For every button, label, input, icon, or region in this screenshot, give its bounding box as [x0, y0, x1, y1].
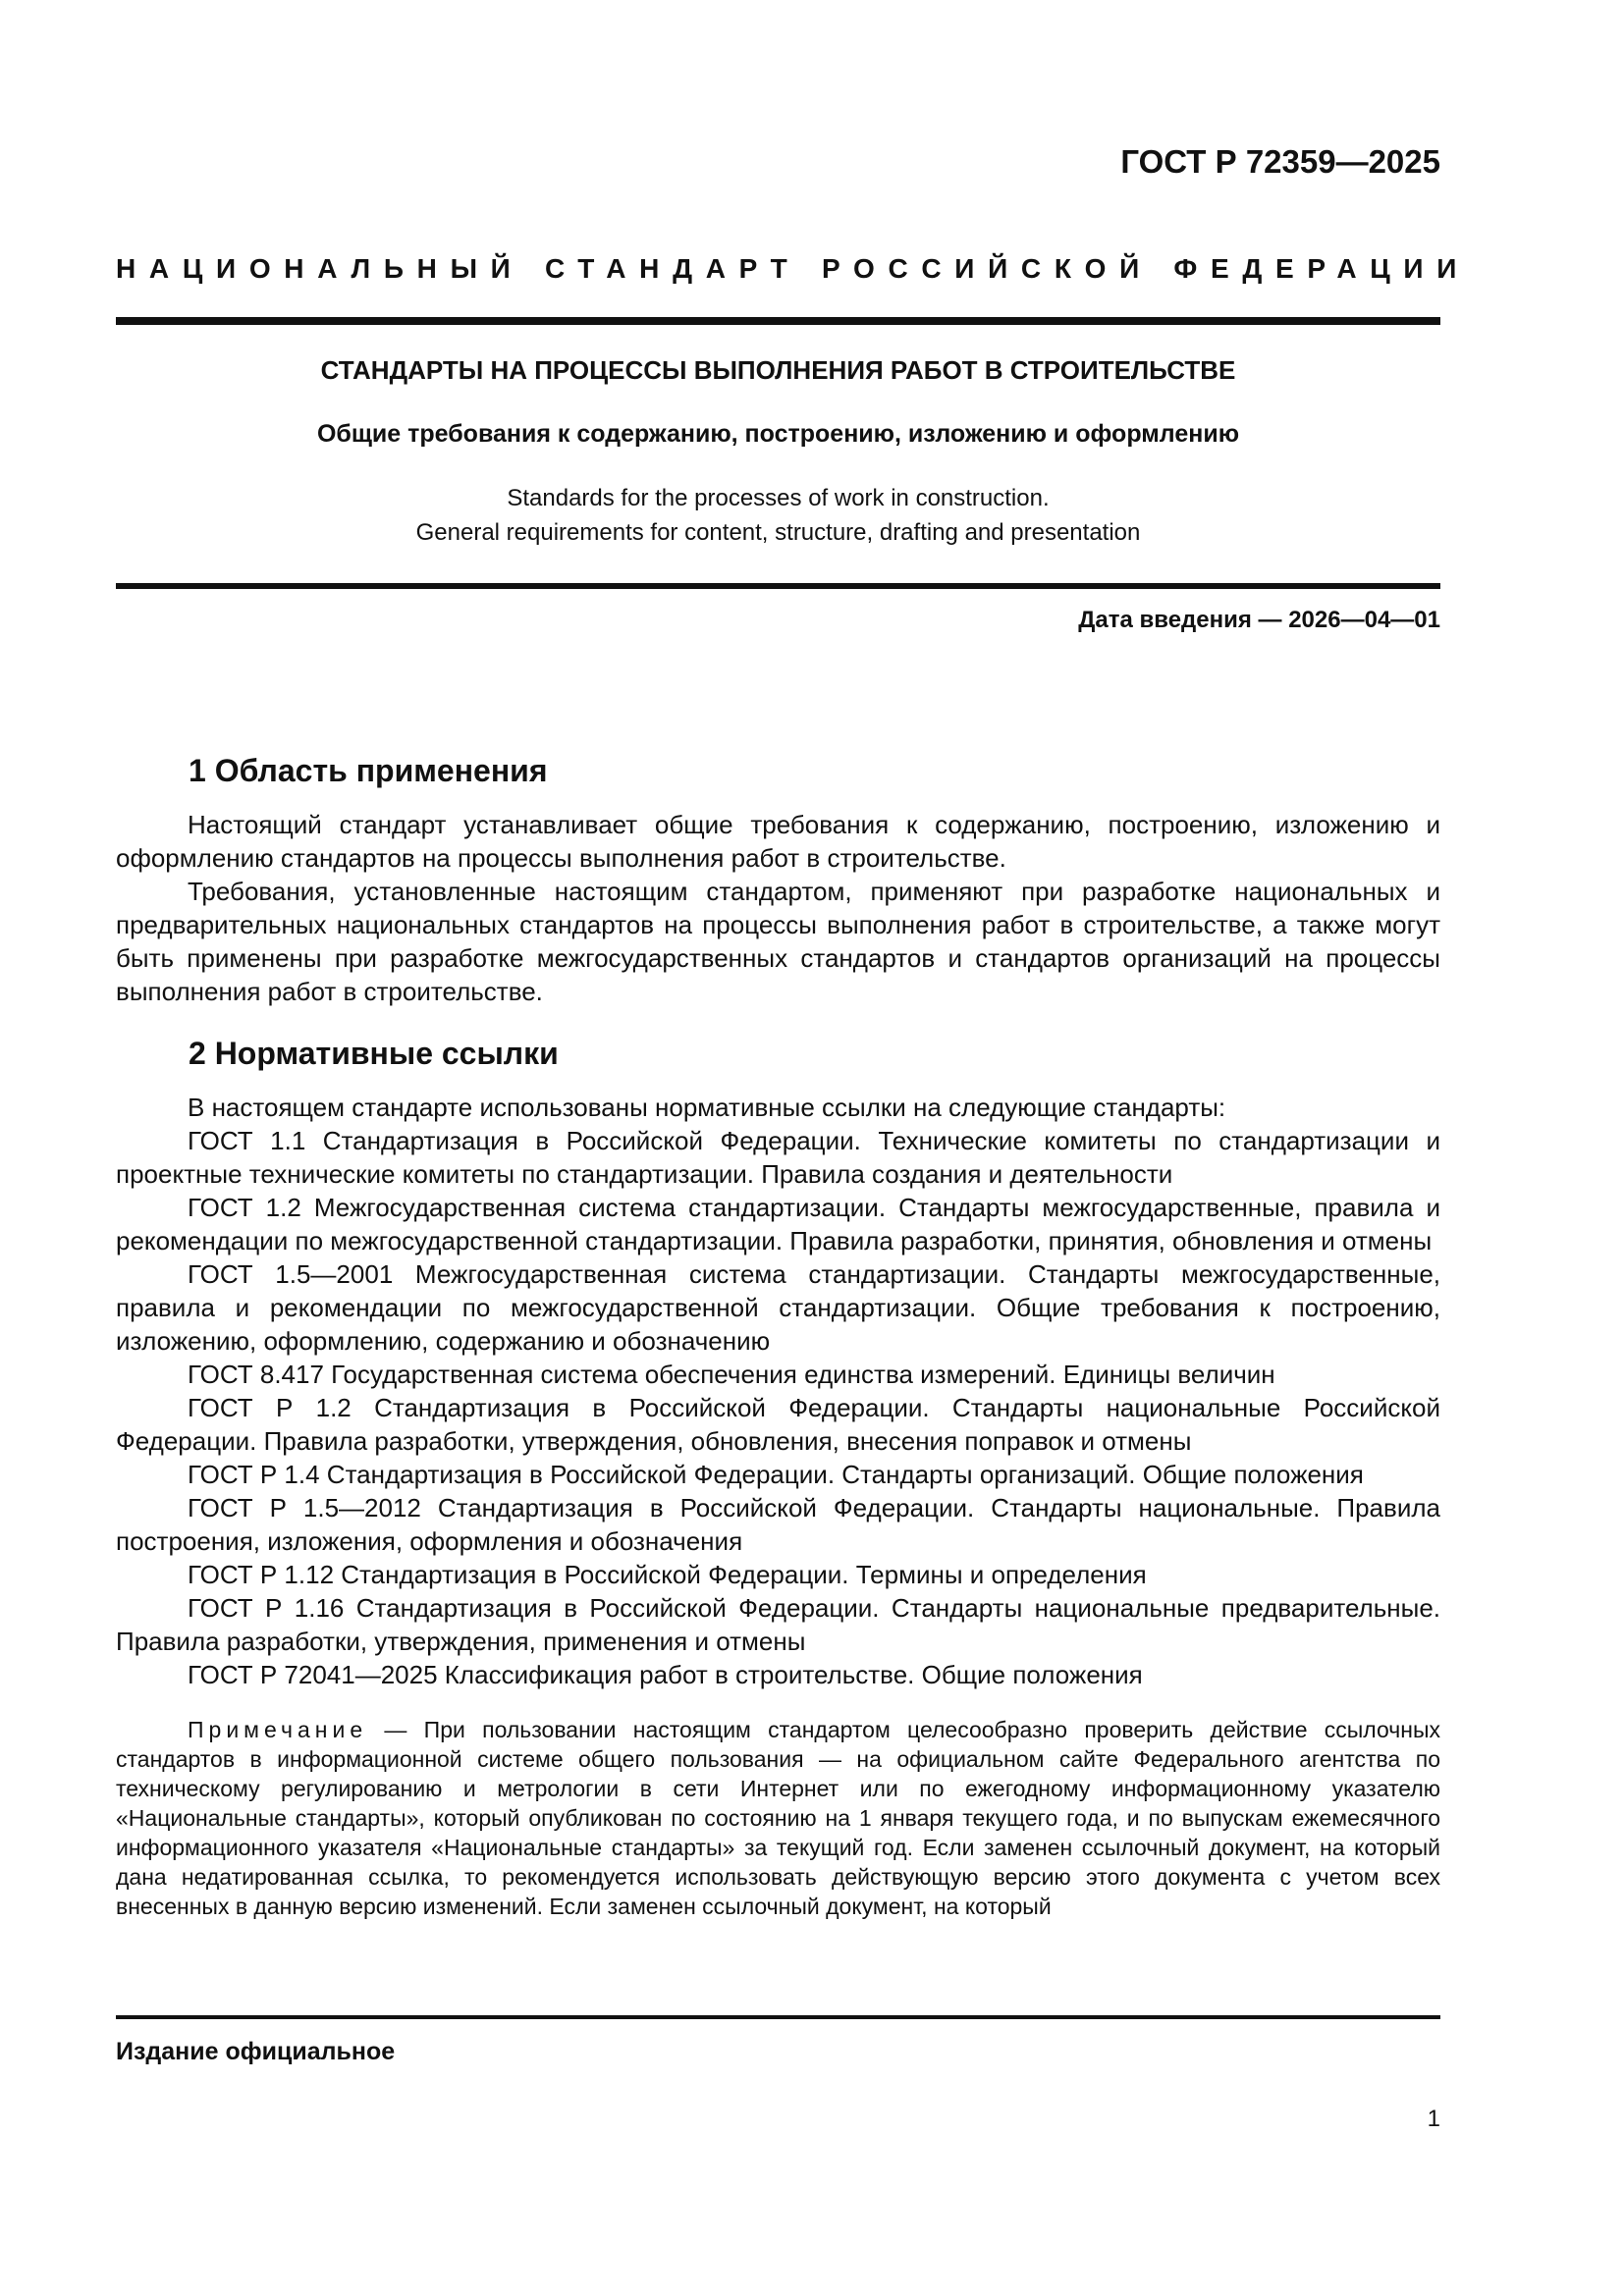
page-number: 1 — [1427, 2106, 1440, 2132]
note — [116, 1715, 1440, 1921]
paragraph: В настоящем стандарте использованы нормативные ссылки на следующие стандарты: — [188, 1093, 1226, 1122]
reference-item: ГОСТ 1.5—2001 Межгосударственная система стандартизации. Стандарты межгосударственные, правила и рекомендации по межгосударственной стандартизации. Общие требования к построению, изложению, оформлению, содержанию и обозначению — [116, 1259, 1440, 1356]
reference-item: ГОСТ Р 72041—2025 Классификация работ в строительстве. Общие положения — [188, 1660, 1143, 1689]
document-body — [116, 751, 1440, 1921]
national-standard-line: НАЦИОНАЛЬНЫЙ СТАНДАРТ РОССИЙСКОЙ ФЕДЕРАЦИИ — [116, 253, 1471, 284]
reference-item: ГОСТ Р 1.2 Стандартизация в Российской Федерации. Стандарты национальные Российской Федерации. Правила разработки, утверждения, обновления, внесения поправок и отмены — [116, 1393, 1440, 1456]
english-title-line: General requirements for content, structure, drafting and presentation — [415, 519, 1141, 546]
title-rule — [116, 583, 1440, 589]
english-title-line: Standards for the processes of work in construction. — [507, 485, 1050, 511]
introduction-date: Дата введения — 2026—04—01 — [1078, 607, 1440, 633]
reference-item: ГОСТ 1.2 Межгосударственная система стандартизации. Стандарты межгосударственные, правила и рекомендации по межгосударственной стандартизации. Правила разработки, принятия, обновления и отмены — [116, 1193, 1440, 1255]
reference-item: ГОСТ Р 1.12 Стандартизация в Российской Федерации. Термины и определения — [188, 1560, 1147, 1589]
top-rule — [116, 317, 1440, 325]
footer-rule — [116, 2015, 1440, 2019]
document-subtitle: Общие требования к содержанию, построению, изложению и оформлению — [316, 420, 1240, 448]
document-code: ГОСТ Р 72359—2025 — [1120, 143, 1440, 180]
note-text: — При пользовании настоящим стандартом целесообразно проверить действие ссылочных стандартов в информационной системе общего пользования — на официальном сайте Федерального агентства по техническому регулированию и метрологии в сети Интернет или по ежегодному информационному указателю «Национальные стандарты», который опубликован по состоянию на 1 января текущего года, и по выпускам ежемесячного информационного указателя «Национальные стандарты» за текущий год. Если заменен ссылочный документ, на который дана недатированная ссылка, то рекомендуется использовать действующую версию этого документа с учетом всех внесенных в данную версию изменений. Если заменен ссылочный документ, на который — [116, 1717, 1440, 1919]
section-heading: 1 Область применения — [189, 753, 548, 788]
edition-label: Издание официальное — [116, 2038, 396, 2065]
reference-item: ГОСТ Р 1.5—2012 Стандартизация в Российской Федерации. Стандарты национальные. Правила построения, изложения, оформления и обозначения — [116, 1493, 1440, 1556]
reference-item: ГОСТ Р 1.16 Стандартизация в Российской Федерации. Стандарты национальные предварительные. Правила разработки, утверждения, применения и отмены — [116, 1593, 1440, 1656]
reference-item: ГОСТ 1.1 Стандартизация в Российской Федерации. Технические комитеты по стандартизации и проектные технические комитеты по стандартизации. Правила создания и деятельности — [116, 1126, 1440, 1189]
document-title: СТАНДАРТЫ НА ПРОЦЕССЫ ВЫПОЛНЕНИЯ РАБОТ В СТРОИТЕЛЬСТВЕ — [320, 355, 1236, 385]
note-label: Примечание — [188, 1717, 368, 1742]
paragraph: Настоящий стандарт устанавливает общие требования к содержанию, построению, изложению и оформлению стандартов на процессы выполнения работ в строительстве. — [116, 810, 1440, 873]
paragraph: Требования, установленные настоящим стандартом, применяют при разработке национальных и предварительных национальных стандартов на процессы выполнения работ в строительстве, а также могут быть применены при разработке межгосударственных стандартов и стандартов организаций на процессы выполнения работ в строительстве. — [116, 877, 1440, 1006]
reference-item: ГОСТ 8.417 Государственная система обеспечения единства измерений. Единицы величин — [188, 1360, 1275, 1389]
english-title — [116, 481, 1440, 550]
reference-item: ГОСТ Р 1.4 Стандартизация в Российской Федерации. Стандарты организаций. Общие положения — [188, 1460, 1364, 1489]
section-heading: 2 Нормативные ссылки — [189, 1036, 559, 1071]
